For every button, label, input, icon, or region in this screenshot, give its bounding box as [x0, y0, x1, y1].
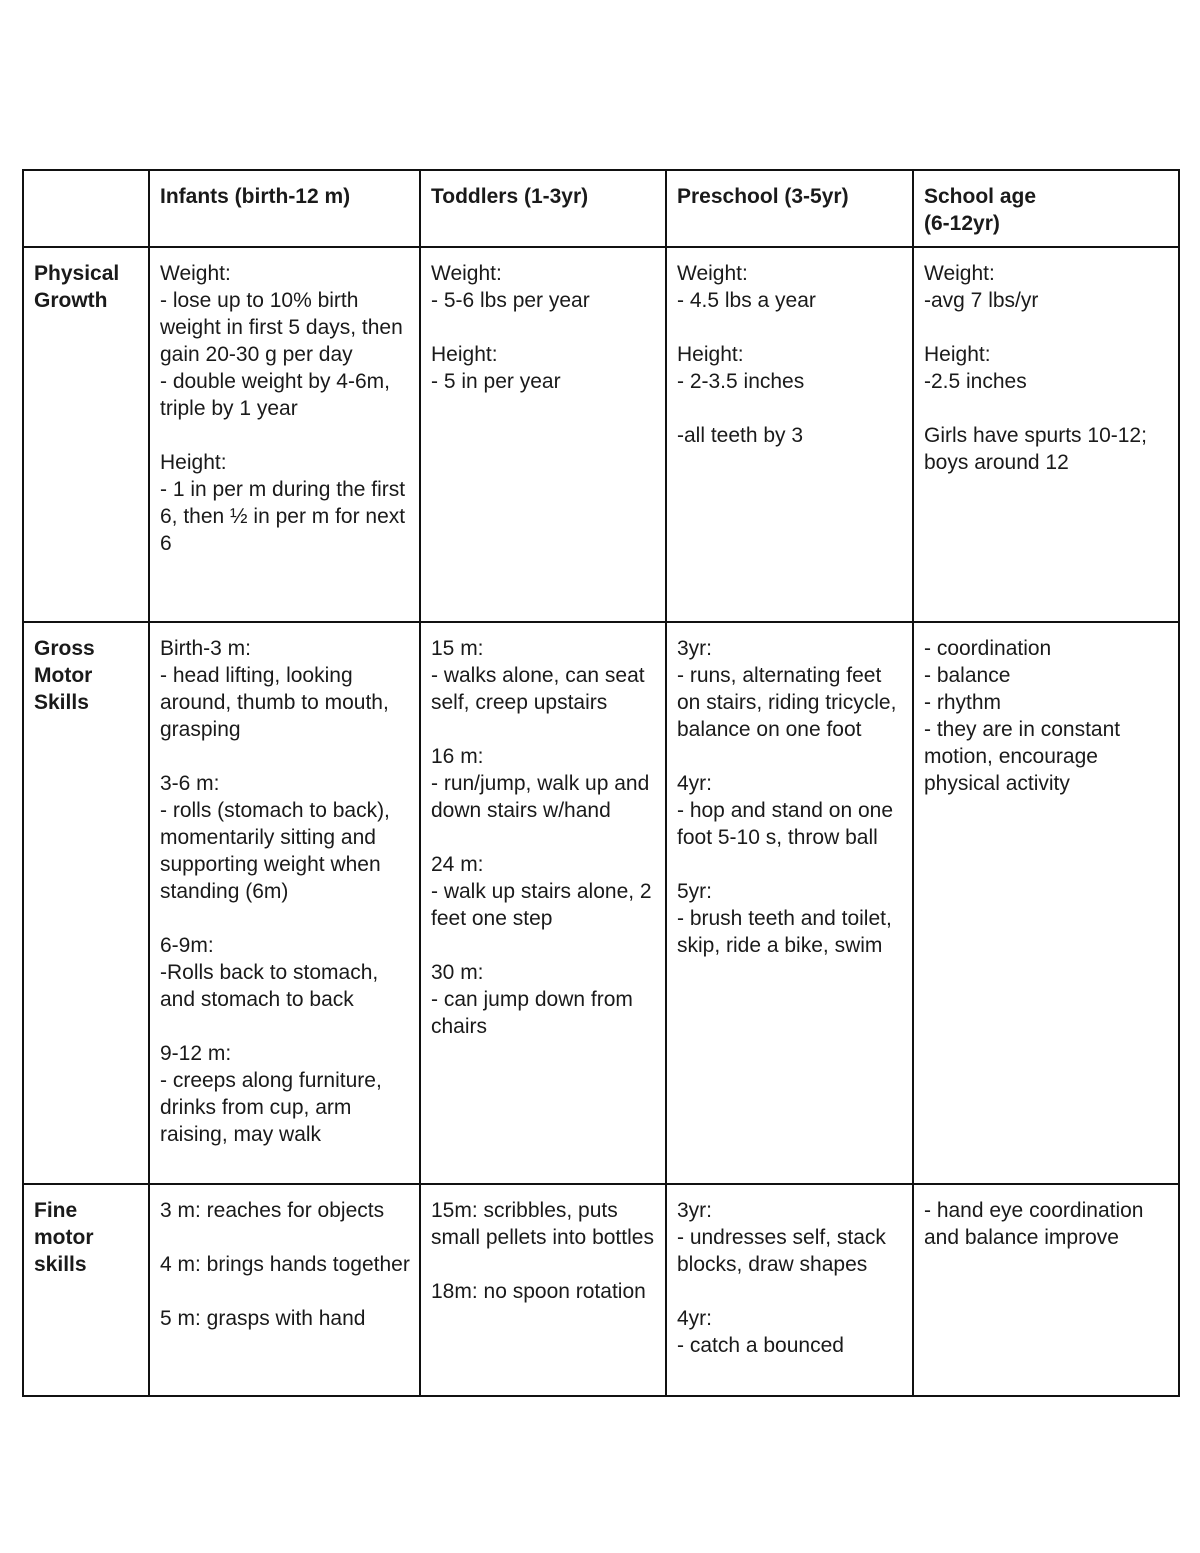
table-header-row	[23, 170, 1179, 247]
row-label-gross-motor: Gross Motor Skills	[23, 622, 149, 1184]
header-cell-empty	[23, 170, 149, 247]
cell-physical-infants: Weight: - lose up to 10% birth weight in first 5 days, then gain 20-30 g per day - double weight by 4-6m, triple by 1 year Height: - 1 in per m during the first 6, then ½ in per m for next 6	[149, 247, 420, 622]
cell-gross-preschool: 3yr: - runs, alternating feet on stairs, riding tricycle, balance on one foot 4yr: - hop and stand on one foot 5-10 s, throw ball 5yr: - brush teeth and toilet, skip, ride a bike, swim	[666, 622, 913, 1184]
table-row-fine-motor	[23, 1184, 1179, 1396]
cell-gross-school-age: - coordination - balance - rhythm - they are in constant motion, encourage physical activity	[913, 622, 1179, 1184]
cell-fine-infants: 3 m: reaches for objects 4 m: brings hands together 5 m: grasps with hand	[149, 1184, 420, 1396]
cell-physical-preschool: Weight: - 4.5 lbs a year Height: - 2-3.5 inches -all teeth by 3	[666, 247, 913, 622]
header-toddlers: Toddlers (1-3yr)	[420, 170, 666, 247]
table-row-gross-motor	[23, 622, 1179, 1184]
row-label-physical-growth: Physical Growth	[23, 247, 149, 622]
header-infants: Infants (birth-12 m)	[149, 170, 420, 247]
header-preschool: Preschool (3-5yr)	[666, 170, 913, 247]
cell-gross-toddlers: 15 m: - walks alone, can seat self, creep upstairs 16 m: - run/jump, walk up and down stairs w/hand 24 m: - walk up stairs alone, 2 feet one step 30 m: - can jump down from chairs	[420, 622, 666, 1184]
cell-physical-school-age: Weight: -avg 7 lbs/yr Height: -2.5 inches Girls have spurts 10-12; boys around 12	[913, 247, 1179, 622]
table-row-physical-growth	[23, 247, 1179, 622]
cell-physical-toddlers: Weight: - 5-6 lbs per year Height: - 5 in per year	[420, 247, 666, 622]
cell-gross-infants: Birth-3 m: - head lifting, looking around, thumb to mouth, grasping 3-6 m: - rolls (stomach to back), momentarily sitting and supporting weight when standing (6m) 6-9m: -Rolls back to stomach, and stomach to back 9-12 m: - creeps along furniture, drinks from cup, arm raising, may walk	[149, 622, 420, 1184]
cell-fine-preschool: 3yr: - undresses self, stack blocks, draw shapes 4yr: - catch a bounced	[666, 1184, 913, 1396]
header-school-age: School age (6-12yr)	[913, 170, 1179, 247]
cell-fine-toddlers: 15m: scribbles, puts small pellets into bottles 18m: no spoon rotation	[420, 1184, 666, 1396]
development-table	[22, 169, 1180, 1397]
row-label-fine-motor: Fine motor skills	[23, 1184, 149, 1396]
cell-fine-school-age: - hand eye coordination and balance improve	[913, 1184, 1179, 1396]
